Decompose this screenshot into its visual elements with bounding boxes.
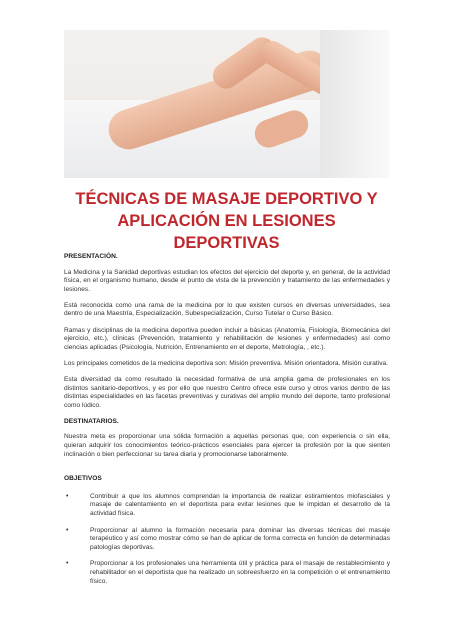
paragraph: Ramas y disciplinas de la medicina deportiva pueden incluir a básicas (Anatomía, Fisiología, Biomecánica del ejercicio, etc.), clínicas (Prevención, tratamiento y rehabilitación de lesiones y enfermedades) así como ciencias aplicadas (Psicología, Nutrición, Entrenamiento en el deporte, Metrología, , etc.). [64,326,390,351]
title-line: TÉCNICAS DE MASAJE DEPORTIVO Y [75,190,378,208]
paragraph: Esta diversidad da como resultado la necesidad formativa de una amplia gama de profesionales en los distintos sanitario-deportivos, y es por ello que nuestro Centro ofrece este curso y otros varios dentro de las distintas especialidades en las facetas preventivas y curativas del amplio mundo del deporte, tanto profesional como lúdico. [64,375,390,409]
paragraph: Nuestra meta es proporcionar una sólida formación a aquellas personas que, con experiencia o sin ella, quieran adquirir los conocimientos teórico-prácticos esenciales para ejercer la profesión por la que sienten inclinación o bien perfeccionar su tarea diaria y promocionarse laboralmente. [64,433,390,458]
list-item-text: Contribuir a que los alumnos comprendan la importancia de realizar estiramientos miofasciales y masaje de calentamiento en el deportista para evitar lesiones que le impidan el desarrollo de la actividad física. [90,492,390,517]
section-heading-objetivos: OBJETIVOS [64,475,102,483]
paragraph: Está reconocida como una rama de la medicina por lo que existen cursos en diversas universidades, sea dentro de una Maestría, Especialización, Subespecialización, Curso Tutelar o Curso Básico. [64,301,390,318]
list-item-text: Proporcionar a los profesionales una herramienta útil y práctica para el masaje de restablecimiento y rehabilitador en el deportista que ha realizado un sobreesfuerzo en la competición o el entrenamiento físico. [90,560,390,585]
paragraph: La Medicina y la Sanidad deportivas estudian los efectos del ejercicio del deporte y, en general, de la actividad física, en el organismo humano, desde el punto de vista de la prevención y tratamiento de las enfermedades y lesiones. [64,268,390,293]
title-line: APLICACIÓN EN LESIONES [117,212,336,230]
therapist-shirt-shape [320,30,390,178]
list-item [64,560,390,586]
paragraph: Los principales cometidos de la medicina deportiva son: Misión preventiva. Misión orientadora. Misión curativa. [64,359,388,367]
title-line: DEPORTIVAS [173,234,280,252]
list-item-text: Proporcionar al alumno la formación necesaria para dominar las diversas técnicas del masaje terapéutico y así como mostrar cómo se han de aplicar de forma correcta en función de determinadas patologías deportivas. [90,526,390,551]
bullet-icon: • [66,560,69,568]
list-item [64,493,390,519]
document-body [64,253,390,594]
section-heading-destinatarios: DESTINATARIOS. [64,417,119,425]
bullet-icon: • [66,492,69,500]
objectives-list [64,493,390,586]
document-title [40,188,413,254]
list-item [64,527,390,553]
section-heading-presentacion: PRESENTACIÓN. [64,253,118,260]
bullet-icon: • [66,526,69,534]
massage-photo [64,30,390,178]
